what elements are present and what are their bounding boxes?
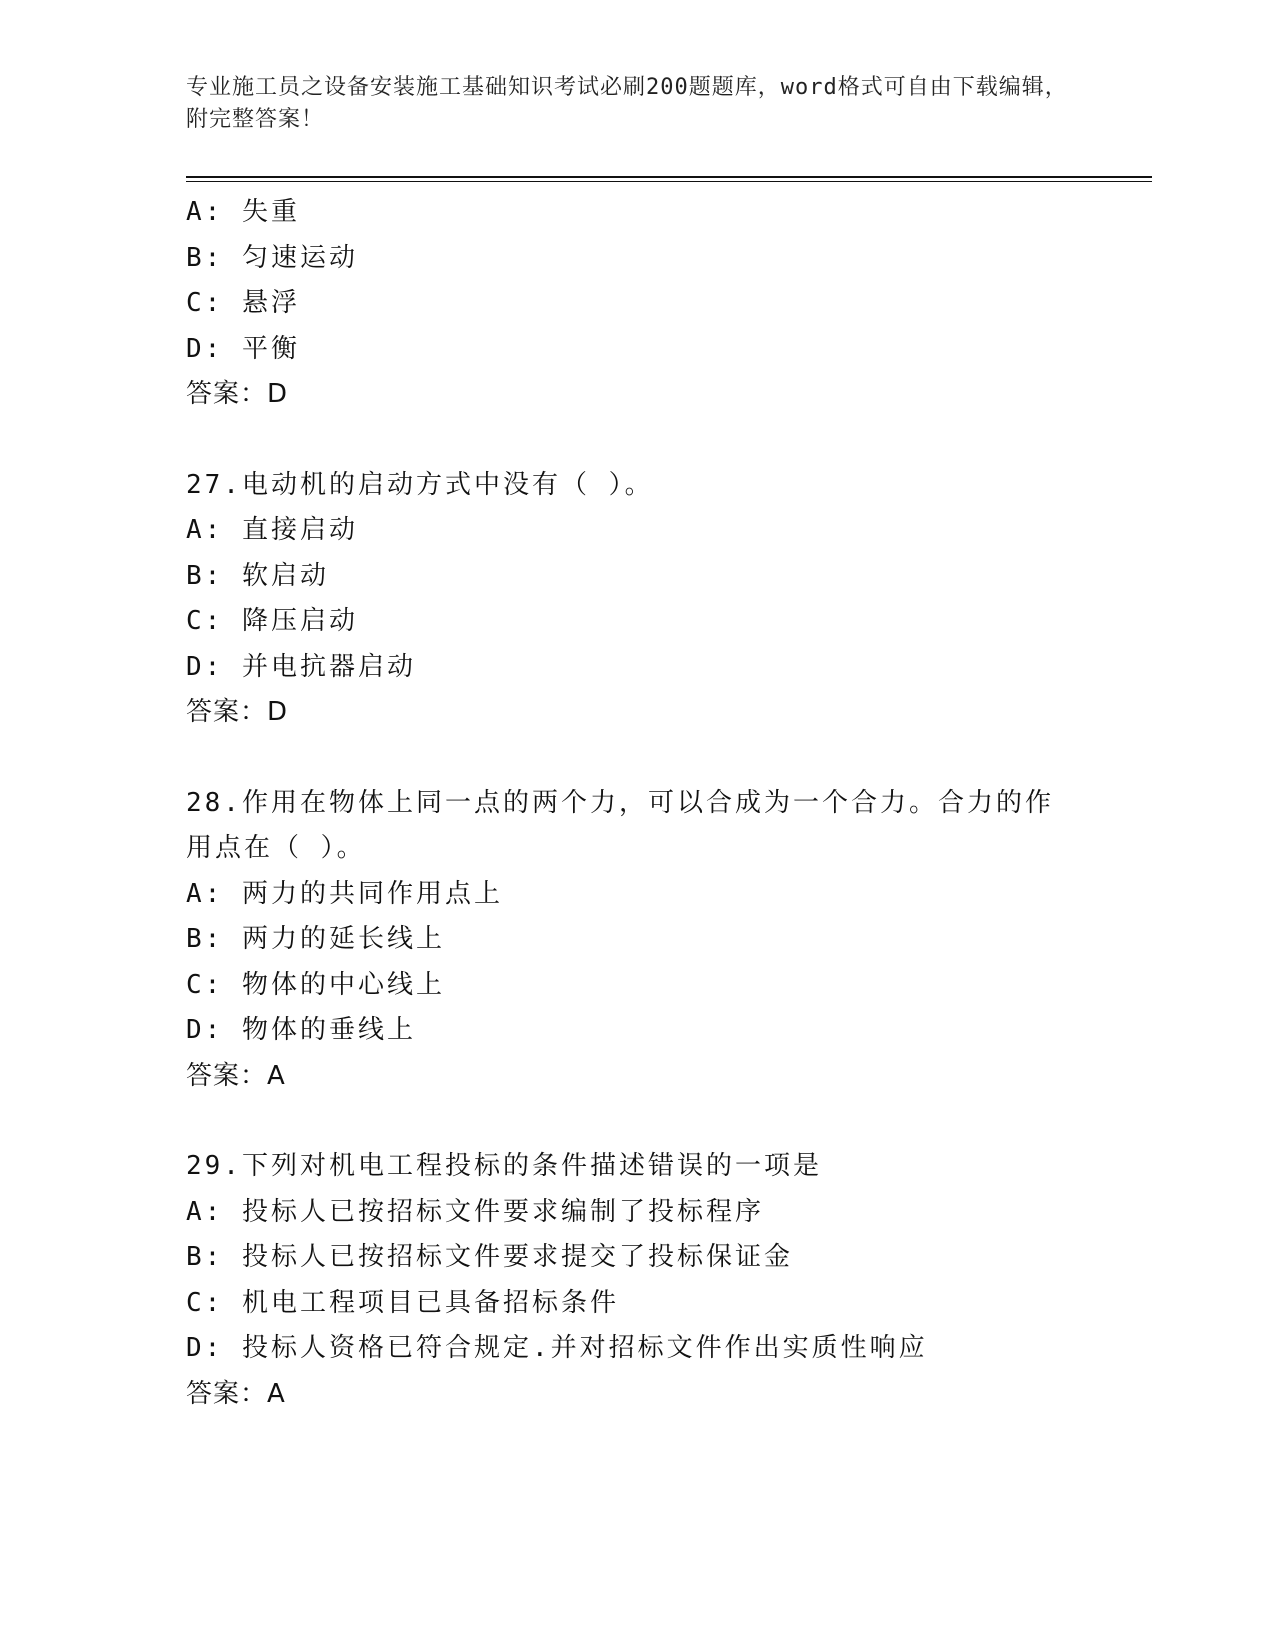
question-26-continued	[186, 190, 1126, 418]
option-c: C: 物体的中心线上	[186, 969, 445, 1000]
question-text: 29.下列对机电工程投标的条件描述错误的一项是	[186, 1151, 822, 1181]
answer-line: 答案：D	[186, 697, 289, 727]
option-b: B: 投标人已按招标文件要求提交了投标保证金	[186, 1242, 793, 1272]
option-c: C: 机电工程项目已具备招标条件	[186, 1287, 619, 1318]
answer-line: 答案：A	[186, 1060, 286, 1091]
option-d: D: 平衡	[186, 333, 300, 364]
option-a: A: 两力的共同作用点上	[186, 878, 503, 909]
option-b: B: 软启动	[186, 560, 329, 591]
option-a: A: 直接启动	[186, 515, 358, 545]
header-divider-thin	[186, 181, 1152, 182]
document-title: 专业施工员之设备安装施工基础知识考试必刷200题题库，word格式可自由下载编辑，附完整答案！	[186, 75, 1068, 132]
question-29	[186, 1144, 1126, 1417]
question-list	[186, 190, 1126, 1417]
option-d: D: 物体的垂线上	[186, 1015, 416, 1045]
question-text: 27.电动机的启动方式中没有（ ）。	[186, 469, 654, 500]
answer-line: 答案：D	[186, 379, 289, 409]
answer-line: 答案：A	[186, 1378, 286, 1409]
question-spacer	[186, 418, 1126, 463]
option-d: D: 投标人资格已符合规定.并对招标文件作出实质性响应	[186, 1333, 928, 1363]
question-spacer	[186, 1099, 1126, 1144]
option-b: B: 两力的延长线上	[186, 924, 445, 954]
option-a: A: 投标人已按招标文件要求编制了投标程序	[186, 1196, 764, 1227]
option-d: D: 并电抗器启动	[186, 651, 416, 682]
option-a: A: 失重	[186, 197, 300, 227]
option-b: B: 匀速运动	[186, 242, 358, 273]
question-28	[186, 781, 1126, 1100]
header-divider-thick	[186, 176, 1152, 178]
option-c: C: 悬浮	[186, 288, 300, 318]
question-spacer	[186, 736, 1126, 781]
question-text: 28.作用在物体上同一点的两个力，可以合成为一个合力。合力的作用点在（ ）。	[186, 787, 1054, 863]
option-c: C: 降压启动	[186, 606, 358, 636]
question-27	[186, 463, 1126, 736]
